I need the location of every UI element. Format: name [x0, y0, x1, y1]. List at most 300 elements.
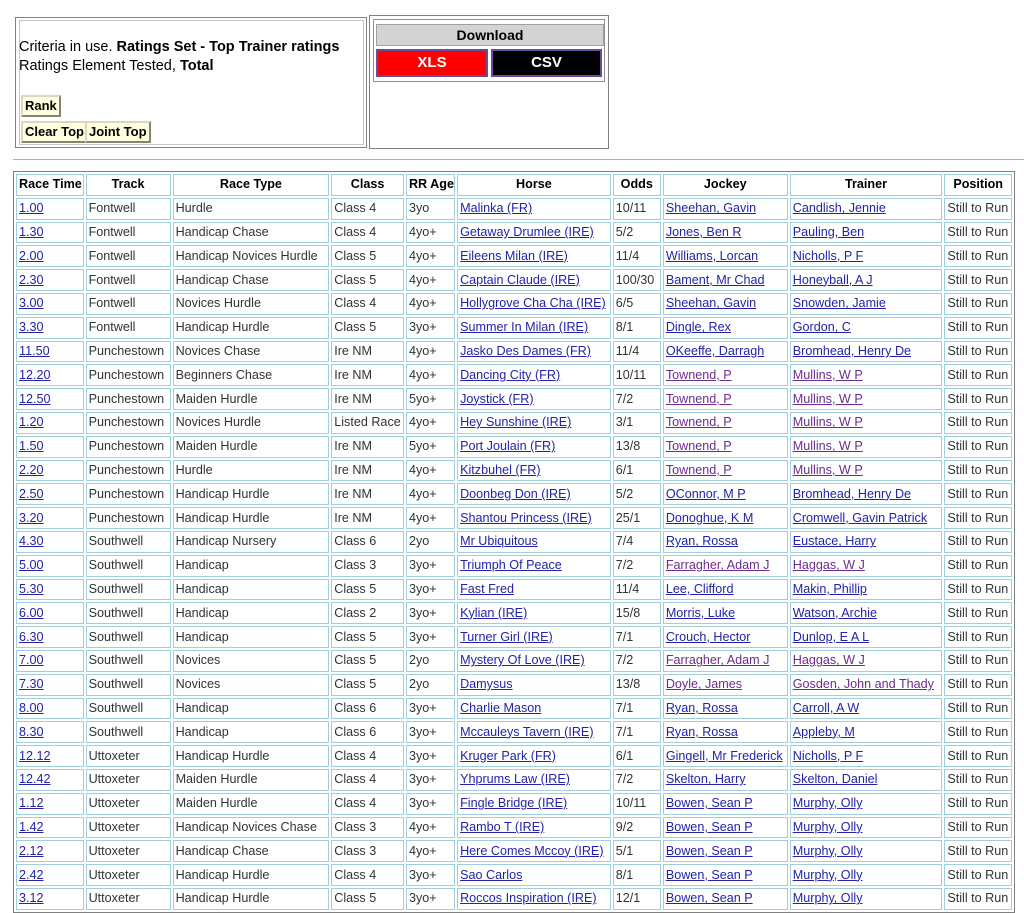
table-cell	[457, 626, 611, 648]
table-cell	[790, 793, 943, 815]
jockey-link[interactable]: Skelton, Harry	[665, 772, 746, 787]
table-cell	[457, 317, 611, 339]
position-cell: Still to Run	[944, 364, 1012, 386]
download-csv-button[interactable]: CSV	[491, 49, 602, 77]
class-cell: Ire NM	[331, 436, 404, 458]
trainer-link[interactable]: Skelton, Daniel	[792, 772, 878, 787]
rr-age-cell: 2yo	[406, 674, 455, 696]
trainer-link[interactable]: Bromhead, Henry De	[792, 486, 912, 501]
horse-link[interactable]: Kruger Park (FR)	[460, 748, 556, 763]
table-cell	[457, 579, 611, 601]
odds-cell: 7/4	[613, 531, 661, 553]
horse-link[interactable]: Yhprums Law (IRE)	[460, 772, 570, 787]
trainer-link[interactable]: Mullins, W P	[792, 415, 863, 430]
trainer-link[interactable]: Murphy, Olly	[792, 796, 863, 811]
table-cell	[457, 745, 611, 767]
class-cell: Class 2	[331, 602, 404, 624]
jockey-link[interactable]: Doyle, James	[665, 677, 743, 692]
race-time-link[interactable]: 12.20	[19, 367, 51, 382]
races-table	[13, 171, 1015, 913]
class-cell: Class 4	[331, 864, 404, 886]
rr-age-cell: 3yo+	[406, 317, 455, 339]
table-row	[16, 364, 1012, 386]
race-time-link[interactable]: 7.30	[19, 677, 44, 692]
table-row	[16, 507, 1012, 529]
trainer-link[interactable]: Nicholls, P F	[792, 748, 864, 763]
track-cell: Southwell	[86, 721, 171, 743]
table-cell	[16, 388, 84, 410]
table-cell	[790, 769, 943, 791]
rr-age-cell: 4yo+	[406, 364, 455, 386]
race-type-cell: Handicap Hurdle	[173, 864, 330, 886]
rr-age-cell: 4yo+	[406, 817, 455, 839]
table-cell	[790, 483, 943, 505]
table-cell	[16, 341, 84, 363]
odds-cell: 8/1	[613, 864, 661, 886]
table-cell	[16, 650, 84, 672]
jockey-link[interactable]: Gingell, Mr Frederick	[665, 748, 783, 763]
race-time-link[interactable]: 5.30	[19, 581, 44, 596]
position-cell: Still to Run	[944, 626, 1012, 648]
table-cell	[790, 341, 943, 363]
table-cell	[16, 364, 84, 386]
horse-link[interactable]: Getaway Drumlee (IRE)	[460, 224, 594, 239]
position-cell: Still to Run	[944, 269, 1012, 291]
horse-link[interactable]: Triumph Of Peace	[460, 558, 562, 573]
jockey-link[interactable]: Bament, Mr Chad	[665, 272, 765, 287]
jockey-link[interactable]: Ryan, Rossa	[665, 724, 738, 739]
horse-link[interactable]: Joystick (FR)	[460, 391, 534, 406]
race-type-cell: Handicap	[173, 579, 330, 601]
trainer-link[interactable]: Cromwell, Gavin Patrick	[792, 510, 928, 525]
trainer-link[interactable]: Mullins, W P	[792, 367, 863, 382]
trainer-link[interactable]: Dunlop, E A L	[792, 629, 870, 644]
download-xls-button[interactable]: XLS	[376, 49, 488, 77]
table-cell	[790, 436, 943, 458]
trainer-link[interactable]: Murphy, Olly	[792, 843, 863, 858]
jockey-link[interactable]: Morris, Luke	[665, 605, 736, 620]
track-cell: Fontwell	[86, 222, 171, 244]
table-row	[16, 650, 1012, 672]
race-time-link[interactable]: 1.30	[19, 224, 44, 239]
race-time-link[interactable]: 1.42	[19, 819, 44, 834]
joint-top-button[interactable]: Joint Top	[85, 121, 151, 143]
jockey-link[interactable]: Bowen, Sean P	[665, 796, 753, 811]
table-row	[16, 888, 1012, 910]
table-cell	[16, 269, 84, 291]
odds-cell: 7/2	[613, 650, 661, 672]
horse-link[interactable]: Damysus	[460, 677, 513, 692]
class-cell: Class 4	[331, 293, 404, 315]
horse-link[interactable]: Hey Sunshine (IRE)	[460, 415, 572, 430]
table-cell	[790, 674, 943, 696]
horse-link[interactable]: Charlie Mason	[460, 700, 542, 715]
race-time-link[interactable]: 1.12	[19, 796, 44, 811]
table-cell	[663, 745, 788, 767]
table-cell	[663, 341, 788, 363]
table-cell	[663, 888, 788, 910]
race-type-cell: Handicap Hurdle	[173, 483, 330, 505]
position-cell: Still to Run	[944, 531, 1012, 553]
race-time-link[interactable]: 6.30	[19, 629, 44, 644]
class-cell: Ire NM	[331, 364, 404, 386]
position-cell: Still to Run	[944, 460, 1012, 482]
table-row	[16, 412, 1012, 434]
race-time-link[interactable]: 5.00	[19, 558, 44, 573]
race-time-link[interactable]: 4.30	[19, 534, 44, 549]
class-cell: Class 5	[331, 269, 404, 291]
table-cell	[457, 460, 611, 482]
class-cell: Ire NM	[331, 341, 404, 363]
table-row	[16, 698, 1012, 720]
jockey-link[interactable]: Donoghue, K M	[665, 510, 754, 525]
table-row	[16, 793, 1012, 815]
trainer-link[interactable]: Mullins, W P	[792, 391, 863, 406]
position-cell: Still to Run	[944, 317, 1012, 339]
track-cell: Southwell	[86, 602, 171, 624]
race-type-cell: Maiden Hurdle	[173, 769, 330, 791]
odds-cell: 5/2	[613, 222, 661, 244]
class-cell: Class 3	[331, 840, 404, 862]
trainer-link[interactable]: Gosden, John and Thady	[792, 677, 934, 692]
horse-link[interactable]: Malinka (FR)	[460, 201, 533, 216]
table-cell	[16, 531, 84, 553]
table-cell	[457, 483, 611, 505]
track-cell: Fontwell	[86, 245, 171, 267]
race-time-link[interactable]: 12.12	[19, 748, 51, 763]
jockey-link[interactable]: OConnor, M P	[665, 486, 746, 501]
jockey-link[interactable]: Jones, Ben R	[665, 224, 742, 239]
trainer-link[interactable]: Appleby, M	[792, 724, 855, 739]
table-row	[16, 817, 1012, 839]
header-race-type: Race Type	[173, 174, 330, 196]
rr-age-cell: 5yo+	[406, 436, 455, 458]
table-cell	[16, 769, 84, 791]
trainer-link[interactable]: Murphy, Olly	[792, 891, 863, 906]
odds-cell: 7/2	[613, 555, 661, 577]
table-cell	[663, 769, 788, 791]
race-type-cell: Handicap Chase	[173, 222, 330, 244]
class-cell: Ire NM	[331, 460, 404, 482]
table-cell	[457, 222, 611, 244]
track-cell: Uttoxeter	[86, 864, 171, 886]
class-cell: Class 5	[331, 888, 404, 910]
table-cell	[457, 388, 611, 410]
race-time-link[interactable]: 2.42	[19, 867, 44, 882]
table-row	[16, 460, 1012, 482]
race-time-link[interactable]: 3.30	[19, 320, 44, 335]
track-cell: Punchestown	[86, 507, 171, 529]
table-cell	[16, 793, 84, 815]
race-type-cell: Novices Hurdle	[173, 412, 330, 434]
odds-cell: 7/2	[613, 769, 661, 791]
rr-age-cell: 3yo+	[406, 698, 455, 720]
track-cell: Southwell	[86, 674, 171, 696]
class-cell: Ire NM	[331, 507, 404, 529]
class-cell: Class 5	[331, 245, 404, 267]
horse-link[interactable]: Mystery Of Love (IRE)	[460, 653, 585, 668]
odds-cell: 10/11	[613, 793, 661, 815]
table-cell	[790, 602, 943, 624]
horse-link[interactable]: Kylian (IRE)	[460, 605, 528, 620]
horse-link[interactable]: Fingle Bridge (IRE)	[460, 796, 568, 811]
header-jockey: Jockey	[663, 174, 788, 196]
trainer-link[interactable]: Honeyball, A J	[792, 272, 873, 287]
race-time-link[interactable]: 3.20	[19, 510, 44, 525]
horse-link[interactable]: Roccos Inspiration (IRE)	[460, 891, 597, 906]
jockey-link[interactable]: Townend, P	[665, 439, 732, 454]
horse-link[interactable]: Mccauleys Tavern (IRE)	[460, 724, 594, 739]
trainer-link[interactable]: Murphy, Olly	[792, 819, 863, 834]
horse-link[interactable]: Eileens Milan (IRE)	[460, 248, 568, 263]
jockey-link[interactable]: Bowen, Sean P	[665, 843, 753, 858]
race-time-link[interactable]: 2.20	[19, 462, 44, 477]
header-horse: Horse	[457, 174, 611, 196]
table-cell	[790, 269, 943, 291]
odds-cell: 7/1	[613, 698, 661, 720]
race-time-link[interactable]: 3.00	[19, 296, 44, 311]
jockey-link[interactable]: Lee, Clifford	[665, 581, 734, 596]
table-row	[16, 388, 1012, 410]
race-type-cell: Handicap Chase	[173, 269, 330, 291]
table-cell	[663, 388, 788, 410]
table-cell	[457, 245, 611, 267]
odds-cell: 6/1	[613, 745, 661, 767]
horse-link[interactable]: Rambo T (IRE)	[460, 819, 545, 834]
race-time-link[interactable]: 1.00	[19, 201, 44, 216]
trainer-link[interactable]: Snowden, Jamie	[792, 296, 886, 311]
jockey-link[interactable]: Sheehan, Gavin	[665, 201, 757, 216]
race-type-cell: Novices	[173, 674, 330, 696]
table-cell	[663, 245, 788, 267]
class-cell: Class 6	[331, 531, 404, 553]
track-cell: Fontwell	[86, 293, 171, 315]
race-type-cell: Handicap	[173, 555, 330, 577]
horse-link[interactable]: Shantou Princess (IRE)	[460, 510, 592, 525]
position-cell: Still to Run	[944, 412, 1012, 434]
track-cell: Southwell	[86, 698, 171, 720]
race-time-link[interactable]: 7.00	[19, 653, 44, 668]
horse-link[interactable]: Doonbeg Don (IRE)	[460, 486, 571, 501]
position-cell: Still to Run	[944, 721, 1012, 743]
class-cell: Class 4	[331, 198, 404, 220]
race-type-cell: Handicap	[173, 698, 330, 720]
trainer-link[interactable]: Makin, Phillip	[792, 581, 867, 596]
horse-link[interactable]: Port Joulain (FR)	[460, 439, 556, 454]
track-cell: Punchestown	[86, 364, 171, 386]
table-row	[16, 317, 1012, 339]
rr-age-cell: 3yo+	[406, 579, 455, 601]
race-time-link[interactable]: 8.00	[19, 700, 44, 715]
table-row	[16, 626, 1012, 648]
jockey-link[interactable]: Townend, P	[665, 391, 732, 406]
jockey-link[interactable]: Crouch, Hector	[665, 629, 751, 644]
clear-top-button[interactable]: Clear Top	[21, 121, 88, 143]
odds-cell: 9/2	[613, 817, 661, 839]
jockey-link[interactable]: Bowen, Sean P	[665, 891, 753, 906]
header-odds: Odds	[613, 174, 661, 196]
table-cell	[663, 602, 788, 624]
horse-link[interactable]: Summer In Milan (IRE)	[460, 320, 589, 335]
odds-cell: 11/4	[613, 245, 661, 267]
rr-age-cell: 4yo+	[406, 460, 455, 482]
position-cell: Still to Run	[944, 650, 1012, 672]
trainer-link[interactable]: Bromhead, Henry De	[792, 343, 912, 358]
trainer-link[interactable]: Candlish, Jennie	[792, 201, 886, 216]
table-cell	[16, 317, 84, 339]
race-type-cell: Maiden Hurdle	[173, 793, 330, 815]
horse-link[interactable]: Mr Ubiquitous	[460, 534, 538, 549]
race-time-link[interactable]: 1.50	[19, 439, 44, 454]
header-position: Position	[944, 174, 1012, 196]
race-type-cell: Handicap	[173, 626, 330, 648]
table-cell	[457, 293, 611, 315]
rr-age-cell: 4yo+	[406, 293, 455, 315]
table-row	[16, 293, 1012, 315]
table-cell	[663, 650, 788, 672]
odds-cell: 3/1	[613, 412, 661, 434]
trainer-link[interactable]: Haggas, W J	[792, 653, 865, 668]
trainer-link[interactable]: Eustace, Harry	[792, 534, 877, 549]
jockey-link[interactable]: Sheehan, Gavin	[665, 296, 757, 311]
table-cell	[16, 888, 84, 910]
trainer-link[interactable]: Haggas, W J	[792, 558, 865, 573]
horse-link[interactable]: Dancing City (FR)	[460, 367, 561, 382]
track-cell: Fontwell	[86, 198, 171, 220]
table-cell	[663, 507, 788, 529]
race-time-link[interactable]: 3.12	[19, 891, 44, 906]
table-cell	[790, 579, 943, 601]
trainer-link[interactable]: Mullins, W P	[792, 439, 863, 454]
table-cell	[663, 460, 788, 482]
track-cell: Punchestown	[86, 483, 171, 505]
trainer-link[interactable]: Murphy, Olly	[792, 867, 863, 882]
table-cell	[790, 840, 943, 862]
track-cell: Uttoxeter	[86, 840, 171, 862]
rr-age-cell: 5yo+	[406, 388, 455, 410]
horse-link[interactable]: Captain Claude (IRE)	[460, 272, 580, 287]
horse-link[interactable]: Sao Carlos	[460, 867, 523, 882]
position-cell: Still to Run	[944, 817, 1012, 839]
table-cell	[790, 317, 943, 339]
horse-link[interactable]: Jasko Des Dames (FR)	[460, 343, 591, 358]
jockey-link[interactable]: Dingle, Rex	[665, 320, 731, 335]
jockey-link[interactable]: OKeeffe, Darragh	[665, 343, 765, 358]
table-row	[16, 341, 1012, 363]
table-cell	[16, 864, 84, 886]
race-type-cell: Handicap	[173, 602, 330, 624]
horse-link[interactable]: Turner Girl (IRE)	[460, 629, 553, 644]
table-cell	[790, 745, 943, 767]
criteria-element-tested	[19, 58, 214, 74]
race-time-link[interactable]: 2.12	[19, 843, 44, 858]
jockey-link[interactable]: Townend, P	[665, 415, 732, 430]
table-row	[16, 245, 1012, 267]
class-cell: Ire NM	[331, 388, 404, 410]
class-cell: Class 4	[331, 769, 404, 791]
jockey-link[interactable]: Williams, Lorcan	[665, 248, 759, 263]
jockey-link[interactable]: Farragher, Adam J	[665, 653, 770, 668]
table-cell	[663, 222, 788, 244]
trainer-link[interactable]: Watson, Archie	[792, 605, 877, 620]
table-row	[16, 674, 1012, 696]
track-cell: Punchestown	[86, 460, 171, 482]
table-row	[16, 602, 1012, 624]
track-cell: Uttoxeter	[86, 888, 171, 910]
jockey-link[interactable]: Townend, P	[665, 367, 732, 382]
table-cell	[790, 531, 943, 553]
table-cell	[663, 817, 788, 839]
horse-link[interactable]: Fast Fred	[460, 581, 514, 596]
race-time-link[interactable]: 12.50	[19, 391, 51, 406]
table-cell	[663, 674, 788, 696]
horse-link[interactable]: Hollygrove Cha Cha (IRE)	[460, 296, 606, 311]
rr-age-cell: 3yo+	[406, 864, 455, 886]
class-cell: Class 4	[331, 793, 404, 815]
odds-cell: 13/8	[613, 674, 661, 696]
rr-age-cell: 3yo+	[406, 888, 455, 910]
rr-age-cell: 4yo+	[406, 245, 455, 267]
table-cell	[457, 198, 611, 220]
race-time-link[interactable]: 2.30	[19, 272, 44, 287]
table-cell	[457, 888, 611, 910]
trainer-link[interactable]: Nicholls, P F	[792, 248, 864, 263]
rank-button[interactable]: Rank	[21, 95, 61, 117]
track-cell: Uttoxeter	[86, 817, 171, 839]
table-cell	[790, 364, 943, 386]
table-cell	[457, 817, 611, 839]
jockey-link[interactable]: Ryan, Rossa	[665, 534, 738, 549]
jockey-link[interactable]: Farragher, Adam J	[665, 558, 770, 573]
horse-link[interactable]: Here Comes Mccoy (IRE)	[460, 843, 604, 858]
table-cell	[663, 579, 788, 601]
trainer-link[interactable]: Carroll, A W	[792, 700, 860, 715]
position-cell: Still to Run	[944, 436, 1012, 458]
table-cell	[16, 507, 84, 529]
odds-cell: 7/1	[613, 626, 661, 648]
trainer-link[interactable]: Mullins, W P	[792, 462, 863, 477]
table-cell	[16, 198, 84, 220]
table-cell	[663, 364, 788, 386]
race-time-link[interactable]: 2.00	[19, 248, 44, 263]
jockey-link[interactable]: Ryan, Rossa	[665, 700, 738, 715]
table-cell	[16, 626, 84, 648]
horse-link[interactable]: Kitzbuhel (FR)	[460, 462, 541, 477]
trainer-link[interactable]: Pauling, Ben	[792, 224, 865, 239]
race-time-link[interactable]: 2.50	[19, 486, 44, 501]
track-cell: Punchestown	[86, 388, 171, 410]
jockey-link[interactable]: Townend, P	[665, 462, 732, 477]
race-type-cell: Hurdle	[173, 460, 330, 482]
table-cell	[790, 412, 943, 434]
race-time-link[interactable]: 8.30	[19, 724, 44, 739]
odds-cell: 7/1	[613, 721, 661, 743]
jockey-link[interactable]: Bowen, Sean P	[665, 819, 753, 834]
table-row	[16, 269, 1012, 291]
table-header-row	[16, 174, 1012, 196]
table-cell	[790, 222, 943, 244]
trainer-link[interactable]: Gordon, C	[792, 320, 851, 335]
position-cell: Still to Run	[944, 769, 1012, 791]
table-cell	[457, 531, 611, 553]
race-time-link[interactable]: 1.20	[19, 415, 44, 430]
jockey-link[interactable]: Bowen, Sean P	[665, 867, 753, 882]
race-time-link[interactable]: 11.50	[19, 343, 50, 358]
race-time-link[interactable]: 6.00	[19, 605, 44, 620]
race-time-link[interactable]: 12.42	[19, 772, 51, 787]
position-cell: Still to Run	[944, 602, 1012, 624]
download-title: Download	[376, 24, 604, 46]
